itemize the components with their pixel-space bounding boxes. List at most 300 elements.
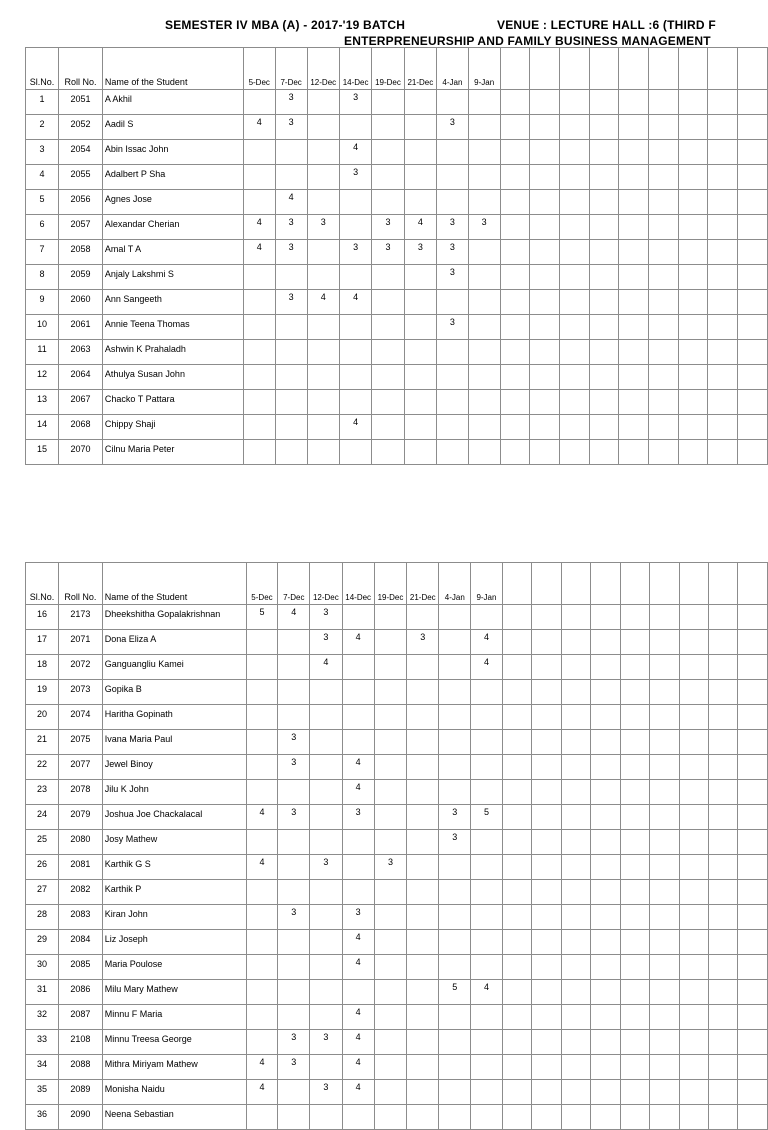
roll-number: 2086	[59, 980, 103, 1005]
empty-cell	[502, 730, 531, 755]
mark-cell	[278, 980, 310, 1005]
mark-cell	[278, 955, 310, 980]
roll-number: 2079	[59, 805, 103, 830]
mark-cell	[437, 290, 469, 315]
mark-cell: 4	[339, 290, 371, 315]
empty-cell	[708, 265, 738, 290]
mark-cell	[310, 880, 342, 905]
empty-cell	[530, 90, 560, 115]
mark-cell	[307, 415, 339, 440]
mark-cell	[307, 365, 339, 390]
empty-cell	[738, 755, 768, 780]
mark-cell	[468, 240, 500, 265]
mark-cell: 3	[342, 905, 374, 930]
col-header-name: Name of the Student	[102, 48, 243, 90]
roll-number: 2082	[59, 880, 103, 905]
roll-number: 2070	[59, 440, 103, 465]
empty-cell	[559, 265, 589, 290]
mark-cell: 3	[310, 1080, 342, 1105]
empty-cell	[738, 415, 768, 440]
serial-number: 5	[26, 190, 59, 215]
mark-cell	[243, 340, 275, 365]
table-row	[26, 780, 768, 805]
mark-cell	[374, 980, 406, 1005]
empty-cell	[738, 930, 768, 955]
empty-cell	[679, 655, 708, 680]
mark-cell	[339, 190, 371, 215]
empty-cell	[738, 315, 768, 340]
mark-cell	[278, 880, 310, 905]
serial-number: 34	[26, 1055, 59, 1080]
table-row	[26, 440, 768, 465]
student-name: Ganguangliu Kamei	[102, 655, 246, 680]
empty-cell	[559, 365, 589, 390]
mark-cell	[246, 980, 278, 1005]
serial-number: 2	[26, 115, 59, 140]
empty-cell	[708, 855, 737, 880]
table-row	[26, 805, 768, 830]
serial-number: 17	[26, 630, 59, 655]
mark-cell	[404, 140, 436, 165]
empty-cell	[619, 140, 649, 165]
mark-cell	[307, 165, 339, 190]
mark-cell	[310, 980, 342, 1005]
mark-cell	[243, 390, 275, 415]
empty-cell	[561, 905, 590, 930]
mark-cell: 3	[278, 805, 310, 830]
empty-cell	[679, 980, 708, 1005]
mark-cell: 3	[339, 165, 371, 190]
empty-cell	[708, 165, 738, 190]
mark-cell	[439, 930, 471, 955]
empty-cell	[708, 780, 737, 805]
empty-cell	[738, 605, 768, 630]
roll-number: 2080	[59, 830, 103, 855]
mark-cell: 4	[342, 930, 374, 955]
mark-cell	[407, 830, 439, 855]
empty-cell	[532, 930, 561, 955]
table-row	[26, 290, 768, 315]
empty-cell	[708, 415, 738, 440]
empty-cell	[532, 1055, 561, 1080]
mark-cell	[404, 115, 436, 140]
table-row	[26, 140, 768, 165]
empty-cell	[532, 755, 561, 780]
empty-cell	[561, 680, 590, 705]
empty-cell	[620, 955, 649, 980]
empty-cell	[502, 1080, 531, 1105]
empty-header-cell	[620, 563, 649, 605]
mark-cell	[439, 880, 471, 905]
roll-number: 2075	[59, 730, 103, 755]
empty-cell	[591, 930, 620, 955]
empty-cell	[530, 115, 560, 140]
empty-cell	[561, 880, 590, 905]
mark-cell	[404, 440, 436, 465]
empty-cell	[561, 655, 590, 680]
student-name: Annie Teena Thomas	[102, 315, 243, 340]
mark-cell	[278, 1005, 310, 1030]
mark-cell: 3	[275, 290, 307, 315]
empty-cell	[559, 215, 589, 240]
empty-cell	[678, 290, 708, 315]
mark-cell	[243, 290, 275, 315]
empty-cell	[561, 1055, 590, 1080]
empty-cell	[708, 1030, 737, 1055]
table-row	[26, 905, 768, 930]
empty-cell	[561, 980, 590, 1005]
empty-cell	[619, 265, 649, 290]
mark-cell	[243, 190, 275, 215]
empty-cell	[502, 855, 531, 880]
empty-cell	[530, 440, 560, 465]
serial-number: 16	[26, 605, 59, 630]
mark-cell	[404, 190, 436, 215]
mark-cell	[471, 730, 503, 755]
empty-cell	[500, 115, 530, 140]
empty-cell	[678, 240, 708, 265]
empty-cell	[738, 240, 768, 265]
empty-cell	[679, 705, 708, 730]
student-name: Liz Joseph	[102, 930, 246, 955]
student-name: Chacko T Pattara	[102, 390, 243, 415]
student-name: Jilu K John	[102, 780, 246, 805]
mark-cell	[307, 315, 339, 340]
empty-cell	[738, 830, 768, 855]
roll-number: 2173	[59, 605, 103, 630]
empty-cell	[620, 805, 649, 830]
empty-cell	[530, 215, 560, 240]
mark-cell	[468, 340, 500, 365]
empty-cell	[708, 930, 737, 955]
mark-cell	[437, 390, 469, 415]
empty-cell	[738, 780, 768, 805]
mark-cell	[439, 1030, 471, 1055]
mark-cell: 3	[278, 905, 310, 930]
col-header-date: 21-Dec	[404, 48, 436, 90]
col-header-name: Name of the Student	[102, 563, 246, 605]
mark-cell: 5	[471, 805, 503, 830]
empty-cell	[708, 955, 737, 980]
mark-cell	[374, 905, 406, 930]
table-row	[26, 240, 768, 265]
empty-cell	[589, 440, 619, 465]
mark-cell	[407, 1055, 439, 1080]
empty-cell	[620, 1055, 649, 1080]
empty-cell	[502, 780, 531, 805]
mark-cell	[471, 930, 503, 955]
empty-cell	[500, 190, 530, 215]
sheet-title: SEMESTER IV MBA (A) - 2017-'19 BATCH	[165, 18, 406, 32]
empty-cell	[738, 1030, 768, 1055]
empty-cell	[591, 655, 620, 680]
mark-cell	[468, 290, 500, 315]
student-name: Josy Mathew	[102, 830, 246, 855]
empty-cell	[502, 930, 531, 955]
empty-cell	[620, 1105, 649, 1130]
empty-cell	[530, 165, 560, 190]
empty-cell	[620, 630, 649, 655]
table-row	[26, 730, 768, 755]
roll-number: 2083	[59, 905, 103, 930]
table-row	[26, 855, 768, 880]
mark-cell	[372, 115, 404, 140]
empty-cell	[532, 880, 561, 905]
empty-header-cell	[708, 563, 737, 605]
empty-cell	[500, 440, 530, 465]
roll-number: 2054	[59, 140, 103, 165]
empty-cell	[559, 140, 589, 165]
student-name: Milu Mary Mathew	[102, 980, 246, 1005]
empty-cell	[532, 605, 561, 630]
table-row	[26, 190, 768, 215]
mark-cell	[374, 830, 406, 855]
mark-cell: 3	[374, 855, 406, 880]
mark-cell	[471, 755, 503, 780]
empty-cell	[532, 680, 561, 705]
empty-cell	[620, 780, 649, 805]
serial-number: 27	[26, 880, 59, 905]
empty-cell	[679, 1030, 708, 1055]
col-header-date: 9-Jan	[471, 563, 503, 605]
empty-cell	[678, 440, 708, 465]
empty-cell	[649, 265, 679, 290]
table-row	[26, 340, 768, 365]
empty-cell	[559, 340, 589, 365]
student-name: Ashwin K Prahaladh	[102, 340, 243, 365]
empty-cell	[561, 1080, 590, 1105]
empty-cell	[502, 705, 531, 730]
mark-cell	[439, 905, 471, 930]
mark-cell	[437, 440, 469, 465]
mark-cell	[437, 340, 469, 365]
empty-cell	[530, 265, 560, 290]
mark-cell	[310, 930, 342, 955]
empty-cell	[708, 315, 738, 340]
empty-cell	[678, 140, 708, 165]
empty-cell	[502, 955, 531, 980]
empty-cell	[650, 1030, 679, 1055]
mark-cell: 3	[275, 115, 307, 140]
empty-cell	[591, 905, 620, 930]
mark-cell	[439, 1105, 471, 1130]
student-name: Karthik G S	[102, 855, 246, 880]
empty-cell	[708, 440, 738, 465]
mark-cell: 4	[339, 140, 371, 165]
mark-cell	[471, 705, 503, 730]
empty-cell	[559, 240, 589, 265]
mark-cell	[439, 680, 471, 705]
mark-cell	[275, 140, 307, 165]
empty-cell	[708, 215, 738, 240]
student-name: Haritha Gopinath	[102, 705, 246, 730]
mark-cell	[374, 755, 406, 780]
empty-cell	[738, 390, 768, 415]
empty-cell	[708, 705, 737, 730]
empty-cell	[561, 730, 590, 755]
empty-cell	[620, 1080, 649, 1105]
table-row	[26, 880, 768, 905]
empty-cell	[589, 365, 619, 390]
empty-cell	[619, 390, 649, 415]
empty-cell	[620, 1030, 649, 1055]
serial-number: 10	[26, 315, 59, 340]
empty-cell	[679, 1080, 708, 1105]
roll-number: 2072	[59, 655, 103, 680]
empty-cell	[649, 365, 679, 390]
mark-cell	[339, 390, 371, 415]
mark-cell: 4	[471, 630, 503, 655]
mark-cell	[407, 780, 439, 805]
mark-cell	[372, 340, 404, 365]
empty-cell	[502, 980, 531, 1005]
empty-cell	[620, 1005, 649, 1030]
roll-number: 2051	[59, 90, 103, 115]
empty-cell	[679, 780, 708, 805]
mark-cell	[407, 730, 439, 755]
empty-cell	[650, 930, 679, 955]
mark-cell: 3	[275, 240, 307, 265]
empty-cell	[738, 630, 768, 655]
empty-cell	[708, 905, 737, 930]
mark-cell	[275, 265, 307, 290]
mark-cell	[342, 605, 374, 630]
mark-cell	[439, 655, 471, 680]
empty-cell	[738, 680, 768, 705]
empty-cell	[649, 415, 679, 440]
mark-cell	[307, 390, 339, 415]
empty-cell	[591, 605, 620, 630]
empty-cell	[620, 655, 649, 680]
empty-cell	[738, 140, 768, 165]
serial-number: 12	[26, 365, 59, 390]
empty-cell	[561, 955, 590, 980]
col-header-roll: Roll No.	[59, 48, 103, 90]
empty-cell	[561, 780, 590, 805]
attendance-table-1	[25, 47, 768, 465]
mark-cell	[439, 1055, 471, 1080]
mark-cell	[468, 365, 500, 390]
empty-cell	[738, 165, 768, 190]
roll-number: 2057	[59, 215, 103, 240]
empty-cell	[532, 630, 561, 655]
col-header-date: 5-Dec	[243, 48, 275, 90]
serial-number: 4	[26, 165, 59, 190]
empty-cell	[591, 1030, 620, 1055]
mark-cell	[372, 365, 404, 390]
mark-cell	[307, 265, 339, 290]
mark-cell	[243, 90, 275, 115]
mark-cell	[246, 730, 278, 755]
empty-cell	[738, 705, 768, 730]
mark-cell	[307, 440, 339, 465]
serial-number: 13	[26, 390, 59, 415]
mark-cell: 3	[275, 215, 307, 240]
mark-cell	[246, 930, 278, 955]
mark-cell	[374, 680, 406, 705]
mark-cell	[372, 440, 404, 465]
mark-cell	[471, 905, 503, 930]
mark-cell	[404, 415, 436, 440]
mark-cell	[374, 930, 406, 955]
roll-number: 2090	[59, 1105, 103, 1130]
mark-cell	[407, 655, 439, 680]
student-name: Agnes Jose	[102, 190, 243, 215]
mark-cell	[342, 680, 374, 705]
student-name: Minnu F Maria	[102, 1005, 246, 1030]
table-row	[26, 630, 768, 655]
empty-cell	[619, 440, 649, 465]
serial-number: 22	[26, 755, 59, 780]
empty-cell	[708, 605, 737, 630]
mark-cell	[407, 905, 439, 930]
empty-cell	[738, 115, 768, 140]
empty-cell	[532, 830, 561, 855]
empty-cell	[619, 215, 649, 240]
mark-cell	[310, 705, 342, 730]
empty-cell	[679, 855, 708, 880]
empty-cell	[620, 880, 649, 905]
mark-cell: 3	[372, 240, 404, 265]
empty-cell	[708, 1105, 737, 1130]
empty-cell	[530, 315, 560, 340]
mark-cell	[246, 1105, 278, 1130]
mark-cell	[471, 1055, 503, 1080]
empty-cell	[738, 340, 768, 365]
serial-number: 32	[26, 1005, 59, 1030]
mark-cell	[468, 440, 500, 465]
mark-cell: 4	[342, 630, 374, 655]
mark-cell: 3	[439, 830, 471, 855]
mark-cell	[374, 605, 406, 630]
student-name: Jewel Binoy	[102, 755, 246, 780]
mark-cell	[307, 240, 339, 265]
mark-cell	[471, 1030, 503, 1055]
student-name: Ann Sangeeth	[102, 290, 243, 315]
empty-cell	[589, 90, 619, 115]
table-row	[26, 1055, 768, 1080]
table-row	[26, 115, 768, 140]
mark-cell: 4	[246, 1055, 278, 1080]
empty-cell	[561, 855, 590, 880]
empty-cell	[559, 390, 589, 415]
mark-cell	[374, 630, 406, 655]
empty-cell	[500, 165, 530, 190]
mark-cell	[307, 90, 339, 115]
serial-number: 18	[26, 655, 59, 680]
empty-cell	[559, 90, 589, 115]
mark-cell	[404, 290, 436, 315]
empty-cell	[532, 905, 561, 930]
mark-cell	[278, 780, 310, 805]
serial-number: 14	[26, 415, 59, 440]
mark-cell	[471, 880, 503, 905]
serial-number: 6	[26, 215, 59, 240]
mark-cell	[372, 90, 404, 115]
empty-cell	[620, 830, 649, 855]
empty-cell	[591, 855, 620, 880]
mark-cell: 3	[307, 215, 339, 240]
empty-cell	[561, 705, 590, 730]
col-header-date: 4-Jan	[439, 563, 471, 605]
mark-cell	[243, 165, 275, 190]
empty-cell	[650, 805, 679, 830]
empty-cell	[650, 1080, 679, 1105]
col-header-date: 14-Dec	[339, 48, 371, 90]
mark-cell	[407, 930, 439, 955]
empty-cell	[649, 190, 679, 215]
empty-cell	[591, 955, 620, 980]
